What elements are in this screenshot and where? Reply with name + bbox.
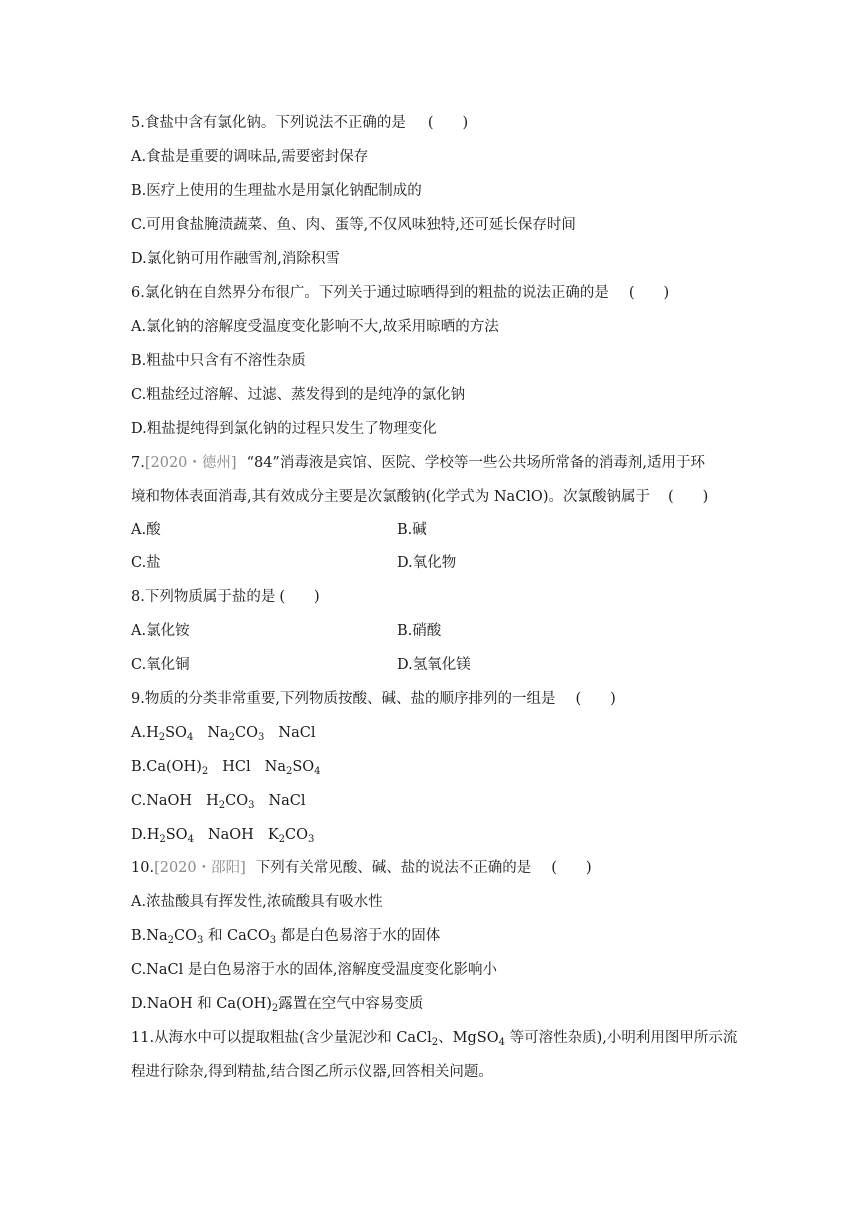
q5-option-c: C.可用食盐腌渍蔬菜、鱼、肉、蛋等,不仅风味独特,还可延长保存时间 xyxy=(131,217,576,233)
q10-stem: 10.[2020・邵阳] 下列有关常见酸、碱、盐的说法不正确的是 ( ) xyxy=(131,860,592,876)
q5-option-b: B.医疗上使用的生理盐水是用氯化钠配制成的 xyxy=(131,183,422,199)
q9-option-b: $B.Ca(OH)_2$ HCl $Na_2SO_4$ xyxy=(131,759,321,777)
q5-option-d: D.氯化钠可用作融雪剂,消除积雪 xyxy=(131,251,340,267)
q10-source: [2020・邵阳] xyxy=(154,860,246,876)
q6-option-d: D.粗盐提纯得到氯化钠的过程只发生了物理变化 xyxy=(131,421,437,437)
q11-stem-line2: 程进行除杂,得到精盐,结合图乙所示仪器,回答相关问题。 xyxy=(131,1064,493,1080)
q10-option-b: $B.Na_2CO_3$ 和 CaCO$_3$ 都是白色易溶于水的固体 xyxy=(131,928,441,946)
q8-option-b: B.硝酸 xyxy=(397,623,442,639)
q6-option-a: A.氯化钠的溶解度受温度变化影响不大,故采用晾晒的方法 xyxy=(131,319,499,335)
q5-option-a: A.食盐是重要的调味品,需要密封保存 xyxy=(131,149,369,165)
q9-option-a: $A.H_2SO_4$ $Na_2CO_3$ NaCl xyxy=(131,725,316,743)
q7-option-d: D.氧化物 xyxy=(397,555,457,571)
q9-option-d: $D.H_2SO_4$ NaOH $K_2CO_3$ xyxy=(131,827,315,845)
q10-option-a: A.浓盐酸具有挥发性,浓硫酸具有吸水性 xyxy=(131,894,383,910)
q6-option-b: B.粗盐中只含有不溶性杂质 xyxy=(131,353,306,369)
q8-option-c: C.氧化铜 xyxy=(131,657,190,673)
q10-option-d: D.NaOH 和 $Ca(OH)_2$露置在空气中容易变质 xyxy=(131,996,424,1014)
q9-stem: 9.物质的分类非常重要,下列物质按酸、碱、盐的顺序排列的一组是 ( ) xyxy=(131,691,616,707)
q5-stem: 5.食盐中含有氯化钠。下列说法不正确的是 ( ) xyxy=(131,115,469,131)
q8-option-d: D.氢氧化镁 xyxy=(397,657,471,673)
q7-source: [2020・德州] xyxy=(144,455,237,471)
q7-option-c: C.盐 xyxy=(131,555,161,571)
q11-stem-line1: 11.从海水中可以提取粗盐(含少量泥沙和 CaCl$_2$、MgSO$_4$ 等可溶性杂质),小明利用图甲所示流 xyxy=(131,1030,738,1048)
q8-stem: 8.下列物质属于盐的是 ( ) xyxy=(131,589,320,605)
q6-option-c: C.粗盐经过溶解、过滤、蒸发得到的是纯净的氯化钠 xyxy=(131,387,466,403)
q7-stem-line2: 境和物体表面消毒,其有效成分主要是次氯酸钠(化学式为 NaClO)。次氯酸钠属于 ( ) xyxy=(131,489,709,505)
q9-option-c: C.NaOH $H_2CO_3$ NaCl xyxy=(131,793,306,811)
q6-stem: 6.氯化钠在自然界分布很广。下列关于通过晾晒得到的粗盐的说法正确的是 ( ) xyxy=(131,285,670,301)
q7-option-b: B.碱 xyxy=(397,522,427,538)
q10-option-c: C.NaCl 是白色易溶于水的固体,溶解度受温度变化影响小 xyxy=(131,962,497,978)
q8-option-a: A.氯化铵 xyxy=(131,623,190,639)
q7-stem-line1: 7.[2020・德州] “84”消毒液是宾馆、医院、学校等一些公共场所常备的消毒剂,适用于环 xyxy=(131,455,705,471)
q7-option-a: A.酸 xyxy=(131,522,161,538)
